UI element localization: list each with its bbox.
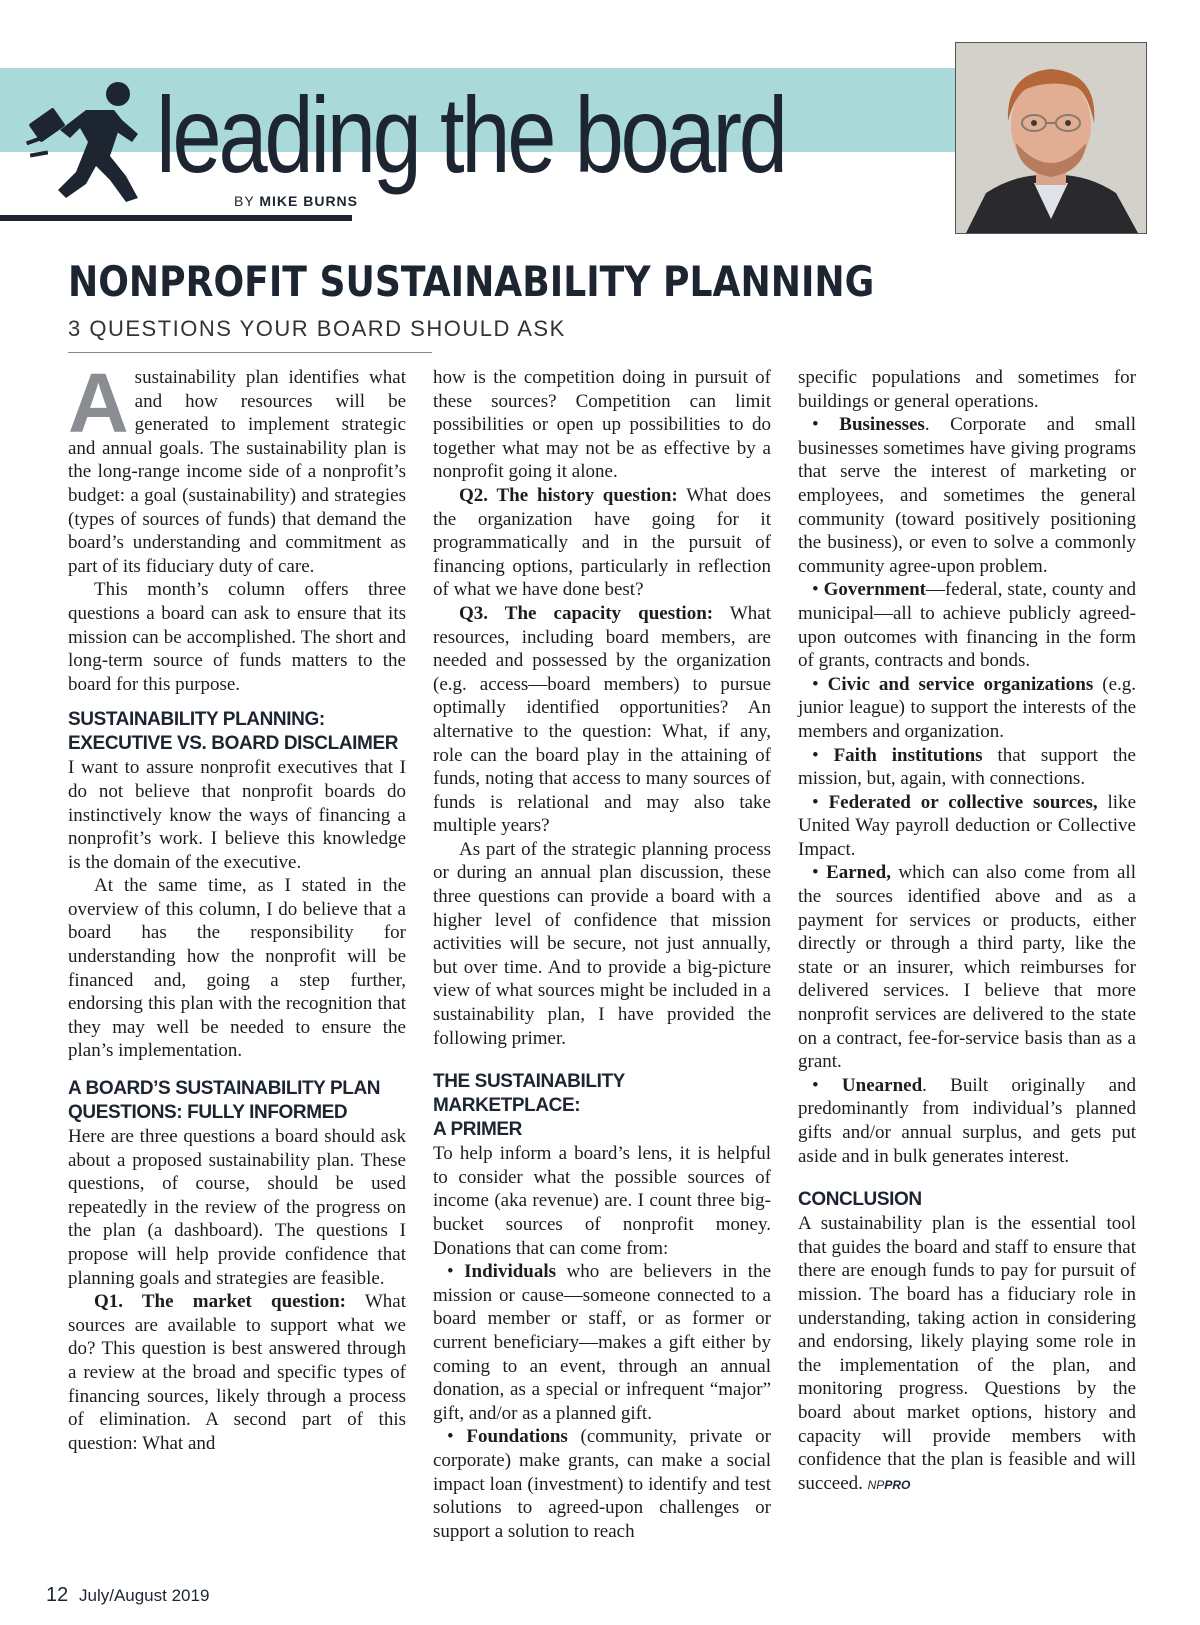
- bullet-label: Foundations: [466, 1426, 568, 1448]
- question-3-paragraph: [433, 602, 771, 838]
- signature-suffix: PRO: [884, 1477, 911, 1492]
- heading-line-2: EXECUTIVE VS. BOARD DISCLAIMER: [68, 733, 399, 755]
- question-1-text: What sources are available to support what we do? This question is best answered through a review at the broad and specific types of financing sources, likely through a process of elimination. A second part of this question: What and: [68, 1291, 406, 1454]
- bullet-earned: • Earned, which can also come from all the sources identified above and as a payment for services or products, either directly or through a third party, like the state or an insurer, which reimburses for delivered services. I believe that more nonprofit services are delivered to the state on a contract, fee-for-service basis than as a grant.: [798, 862, 1136, 1073]
- intro-paragraph: [68, 356, 406, 578]
- bullet-text: (e.g. junior league) to support the interests of the members and organization.: [798, 673, 1137, 742]
- bullet-text: . Corporate and small businesses sometimes have giving programs that serve the interest of marketing or employees, and sometimes the general community (toward positively positioning the business), or even to solve a commonly community agree-upon problem.: [798, 414, 1136, 577]
- question-3-label: Q3. The capacity question:: [459, 602, 714, 624]
- page-number: 12: [46, 1584, 69, 1606]
- question-2-paragraph: [433, 484, 771, 602]
- body-paragraph: Here are three questions a board should ask about a proposed sustainability plan. These questions, of course, should be used repeatedly in the review of the progress on the plan (a dashboard). The questions I propose will help provide confidence that planning goals and strategies are feasible.: [68, 1126, 406, 1289]
- section-heading-conclusion: CONCLUSION: [798, 1189, 922, 1211]
- bullet-label: Individuals: [464, 1261, 557, 1283]
- body-paragraph: specific populations and sometimes for buildings or general operations.: [798, 367, 1136, 412]
- heading-line-1: A BOARD’S SUSTAINABILITY PLAN: [68, 1078, 381, 1100]
- issue-date: July/August 2019: [78, 1586, 210, 1605]
- bullet-individuals: • Individuals who are believers in the mission or cause—someone connected to a board member or staff, or as former or current beneficiary—makes a gift either by coming to an event, through an annual donation, as a special or infrequent “major” gift, and/or as a planned gift.: [433, 1261, 772, 1424]
- bullet-label: Businesses: [839, 414, 925, 436]
- heading-line-1: THE SUSTAINABILITY MARKETPLACE:: [433, 1071, 625, 1117]
- section-heading-disclaimer: [68, 708, 406, 756]
- byline: [234, 193, 358, 209]
- subhead-rule: [68, 352, 432, 353]
- question-1-paragraph: [68, 1290, 406, 1455]
- bullet-civic: • Civic and service organizations (e.g. junior league) to support the interests of the members and organization.: [798, 673, 1137, 742]
- running-businessman-icon: [26, 80, 144, 202]
- bullet-text: (community, private or corporate) make grants, can make a social impact loan (investment) to identify and test solutions to agreed-upon challenges or support a solution to reach: [433, 1426, 771, 1542]
- heading-line-2: A PRIMER: [433, 1119, 522, 1141]
- question-2-text: What does the organization have going for it programmatically and in the pursuit of financing options, particularly in reflection of what we have done best?: [433, 484, 771, 601]
- bullet-federated: • Federated or collective sources, like United Way payroll deduction or Collective Impact.: [798, 791, 1136, 860]
- bullet-label: Federated or collective sources,: [828, 791, 1098, 813]
- section-heading-questions: [68, 1077, 406, 1125]
- bullet-text: which can also come from all the sources identified above and as a payment for services or products, either directly or through a third party, like the state or an insurer, which reimburses for delivered services. I believe that more nonprofit services are delivered to the state on a contract, fee-for-service basis than as a grant.: [798, 862, 1136, 1073]
- article-subheadline: 3 QUESTIONS YOUR BOARD SHOULD ASK: [68, 316, 566, 341]
- heading-line-1: SUSTAINABILITY PLANNING:: [68, 709, 325, 731]
- bullet-label: Earned,: [826, 862, 892, 884]
- bullet-text: like United Way payroll deduction or Collective Impact.: [798, 791, 1136, 860]
- body-paragraph: At the same time, as I stated in the overview of this column, I do believe that a board has the responsibility for understanding how the nonprofit will be financed and, going a step further, endorsing this plan with the recognition that they may well be needed to ensure the plan’s implementation.: [68, 875, 406, 1062]
- column-title: leading the board: [156, 74, 785, 195]
- bullet-label: Unearned: [841, 1074, 923, 1096]
- bullet-text: who are believers in the mission or cause—someone connected to a board member or staff, or as former or current beneficiary—makes a gift either by coming to an event, through an annual donation, as a special or infrequent “major” gift, and/or as a planned gift.: [433, 1261, 772, 1424]
- article-column-1: [68, 356, 406, 1455]
- bullet-label: Civic and service organizations: [827, 673, 1094, 695]
- heading-line-2: QUESTIONS: FULLY INFORMED: [68, 1102, 348, 1124]
- bullet-faith: • Faith institutions that support the mission, but, again, with connections.: [798, 744, 1136, 790]
- byline-prefix: BY: [234, 193, 255, 209]
- bullet-government: • Government—federal, state, county and municipal—all to achieve publicly agreed-upon outcomes with financing in the form of grants, contracts and bonds.: [798, 579, 1136, 672]
- author-photo: [955, 42, 1147, 234]
- header-rule: [0, 215, 352, 221]
- bullet-businesses: • Businesses. Corporate and small businesses sometimes have giving programs that serve the interest of marketing or employees, and sometimes the general community (toward positively positioning the business), or even to solve a commonly community agree-upon problem.: [798, 414, 1136, 577]
- article-headline: NONPROFIT SUSTAINABILITY PLANNING: [68, 257, 875, 306]
- question-2-label: Q2. The history question:: [459, 484, 678, 506]
- drop-cap: A: [68, 356, 129, 450]
- bullet-unearned: • Unearned. Built originally and predominantly from individual’s planned gifts and/or annual surplus, and gets put aside and in bulk generates interest.: [798, 1074, 1136, 1167]
- body-paragraph: I want to assure nonprofit executives that I do not believe that nonprofit boards do instinctively know the ways of financing a nonprofit’s work. I believe this knowledge is the domain of the executive.: [68, 757, 406, 873]
- question-3-text: What resources, including board members, are needed and possessed by the organization (e.g. access—board members) to pursue optimally identified opportunities? An alternative to the question: What, if any, role can the board play in the attaining of funds, noting that access to many sources of funds is relational and may also take multiple years?: [433, 602, 771, 837]
- page-footer: [46, 1584, 209, 1607]
- body-paragraph: As part of the strategic planning process or during an annual plan discussion, these three questions can provide a board with a higher level of confidence that mission activities will be secure, not just annually, but over time. And to provide a big-picture view of what sources might be included in a sustainability plan, I have provided the following primer.: [433, 838, 771, 1049]
- question-1-label: Q1. The market question:: [94, 1291, 346, 1313]
- body-paragraph: To help inform a board’s lens, it is helpful to consider what the possible sources of income (aka revenue) are. I count three big-bucket sources of nonprofit money. Donations that can come from:: [433, 1143, 771, 1259]
- bullet-text: —federal, state, county and municipal—all to achieve publicly agreed-upon outcomes with financing in the form of grants, contracts and bonds.: [798, 579, 1136, 672]
- author-name: MIKE BURNS: [259, 193, 358, 209]
- bullet-foundations: • Foundations (community, private or corporate) make grants, can make a social impact loan (investment) to identify and test solutions to agreed-upon challenges or support a solution to reach: [433, 1426, 771, 1542]
- conclusion-paragraph: [798, 1212, 1136, 1497]
- article-column-2: [433, 366, 771, 1543]
- intro-text: sustainability plan identifies what and how resources will be generated to implement strategic and annual goals. The sustainability plan is the long-range income side of a nonprofit’s budget: a goal (sustainability) and strategies (types of sources of funds) that demand the board’s understanding and commitment as part of its fiduciary duty of care.: [68, 367, 406, 577]
- conclusion-text: A sustainability plan is the essential tool that guides the board and staff to ensure that there are enough funds to pay for pursuit of mission. The board has a fiduciary role in understanding, taking action in considering and endorsing, likely playing some role in the implementation of the plan, and monitoring progress. Questions by the board about market options, history and capacity will provide members with confidence that the plan is feasible and will succeed.: [798, 1213, 1136, 1494]
- body-paragraph: how is the competition doing in pursuit of these sources? Competition can limit possibilities or open up possibilities to do together what may not be as effective by a nonprofit going it alone.: [433, 367, 771, 483]
- body-paragraph: This month’s column offers three questions a board can ask to ensure that its mission can be accomplished. The short and long-term source of funds matters to the board for this purpose.: [68, 579, 406, 695]
- bullet-text: . Built originally and predominantly from individual’s planned gifts and/or annual surplus, and gets put aside and in bulk generates interest.: [798, 1074, 1136, 1167]
- signature-prefix: NP: [867, 1477, 885, 1492]
- bullet-text: that support the mission, but, again, with connections.: [798, 744, 1136, 790]
- end-signature: [868, 1478, 911, 1492]
- bullet-label: Government: [823, 579, 926, 601]
- author-portrait-image: [956, 43, 1146, 233]
- section-heading-marketplace: [433, 1070, 771, 1142]
- bullet-label: Faith institutions: [833, 744, 983, 766]
- article-column-3: [798, 366, 1136, 1497]
